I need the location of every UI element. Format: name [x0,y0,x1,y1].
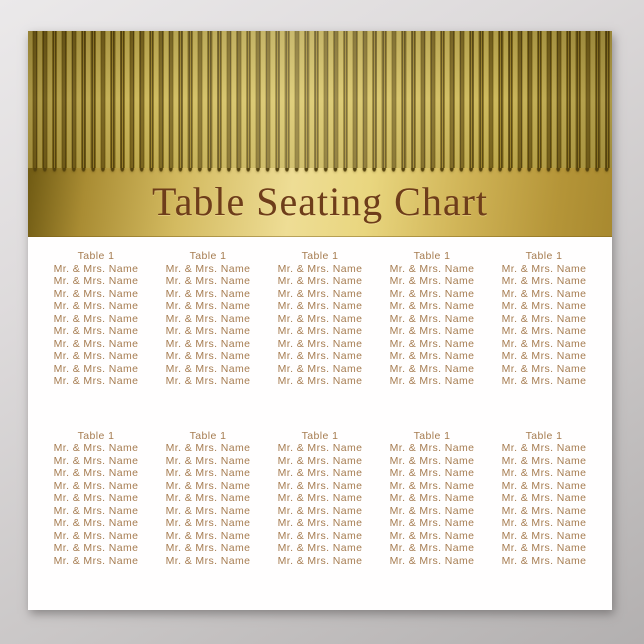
guest-name: Mr. & Mrs. Name [53,442,139,454]
guest-name: Mr. & Mrs. Name [389,454,475,467]
guest-name: Mr. & Mrs. Name [277,262,363,275]
table-group [152,250,264,388]
table-header: Table 1 [413,429,451,442]
guest-name: Mr. & Mrs. Name [165,529,251,542]
guest-name: Mr. & Mrs. Name [389,325,475,337]
guest-name: Mr. & Mrs. Name [53,287,139,300]
guest-name: Mr. & Mrs. Name [501,542,587,554]
stripe-fringe-tips [28,168,612,176]
guest-name: Mr. & Mrs. Name [53,454,139,467]
guest-name: Mr. & Mrs. Name [165,350,251,362]
table-header: Table 1 [77,429,115,442]
table-group [152,430,264,568]
title-banner [28,168,612,237]
guest-name: Mr. & Mrs. Name [277,337,363,350]
guest-name: Mr. & Mrs. Name [53,542,139,554]
guest-name: Mr. & Mrs. Name [389,375,475,387]
guest-name: Mr. & Mrs. Name [277,529,363,542]
guest-name: Mr. & Mrs. Name [389,312,475,325]
guest-name: Mr. & Mrs. Name [389,362,475,375]
guest-name: Mr. & Mrs. Name [277,454,363,467]
guest-name: Mr. & Mrs. Name [501,262,587,275]
guest-name: Mr. & Mrs. Name [53,350,139,362]
guest-name: Mr. & Mrs. Name [389,542,475,554]
guest-name: Mr. & Mrs. Name [389,442,475,454]
guest-name: Mr. & Mrs. Name [165,492,251,504]
table-group [40,430,152,568]
guest-name: Mr. & Mrs. Name [53,517,139,529]
guest-name: Mr. & Mrs. Name [165,362,251,375]
guest-name: Mr. & Mrs. Name [501,337,587,350]
guest-name: Mr. & Mrs. Name [389,350,475,362]
guest-name: Mr. & Mrs. Name [165,300,251,312]
guest-name: Mr. & Mrs. Name [277,375,363,387]
guest-name: Mr. & Mrs. Name [165,454,251,467]
guest-name: Mr. & Mrs. Name [165,467,251,479]
guest-name: Mr. & Mrs. Name [501,442,587,454]
table-header: Table 1 [525,250,563,262]
guest-name: Mr. & Mrs. Name [165,517,251,529]
guest-name: Mr. & Mrs. Name [277,325,363,337]
guest-name: Mr. & Mrs. Name [165,479,251,492]
guest-name: Mr. & Mrs. Name [53,375,139,387]
table-header: Table 1 [301,250,339,262]
guest-list [264,263,376,388]
guest-name: Mr. & Mrs. Name [165,287,251,300]
guest-name: Mr. & Mrs. Name [501,529,587,542]
guest-name: Mr. & Mrs. Name [501,312,587,325]
guest-name: Mr. & Mrs. Name [165,262,251,275]
guest-name: Mr. & Mrs. Name [53,492,139,504]
table-group [40,250,152,388]
guest-name: Mr. & Mrs. Name [389,492,475,504]
gold-stripes-pattern [28,31,612,168]
guest-name: Mr. & Mrs. Name [389,504,475,517]
seating-columns-area [28,237,612,567]
guest-name: Mr. & Mrs. Name [389,554,475,567]
table-header: Table 1 [525,429,563,442]
guest-name: Mr. & Mrs. Name [389,517,475,529]
table-group [264,430,376,568]
guest-name: Mr. & Mrs. Name [501,350,587,362]
guest-name: Mr. & Mrs. Name [277,479,363,492]
guest-name: Mr. & Mrs. Name [277,350,363,362]
guest-name: Mr. & Mrs. Name [389,467,475,479]
table-header: Table 1 [77,250,115,262]
guest-name: Mr. & Mrs. Name [277,554,363,567]
guest-name: Mr. & Mrs. Name [501,325,587,337]
guest-name: Mr. & Mrs. Name [165,442,251,454]
guest-name: Mr. & Mrs. Name [277,517,363,529]
table-group [376,250,488,388]
guest-name: Mr. & Mrs. Name [165,337,251,350]
guest-name: Mr. & Mrs. Name [53,275,139,287]
guest-name: Mr. & Mrs. Name [53,529,139,542]
guest-name: Mr. & Mrs. Name [165,504,251,517]
guest-list [264,442,376,567]
guest-list [376,263,488,388]
guest-name: Mr. & Mrs. Name [277,312,363,325]
guest-name: Mr. & Mrs. Name [501,375,587,387]
guest-name: Mr. & Mrs. Name [277,362,363,375]
table-group [264,250,376,388]
guest-name: Mr. & Mrs. Name [53,325,139,337]
guest-name: Mr. & Mrs. Name [53,337,139,350]
table-header: Table 1 [301,429,339,442]
guest-list [376,442,488,567]
guest-name: Mr. & Mrs. Name [53,467,139,479]
guest-name: Mr. & Mrs. Name [165,375,251,387]
guest-name: Mr. & Mrs. Name [277,504,363,517]
guest-name: Mr. & Mrs. Name [277,442,363,454]
tables-row-1 [40,250,600,388]
poster-title: Table Seating Chart [151,179,489,224]
guest-name: Mr. & Mrs. Name [501,554,587,567]
guest-name: Mr. & Mrs. Name [165,312,251,325]
tables-row-2 [40,430,600,568]
table-group [488,250,600,388]
guest-name: Mr. & Mrs. Name [53,504,139,517]
table-header: Table 1 [189,429,227,442]
guest-name: Mr. & Mrs. Name [53,362,139,375]
seating-chart-poster [28,31,612,610]
guest-name: Mr. & Mrs. Name [53,554,139,567]
guest-name: Mr. & Mrs. Name [277,287,363,300]
guest-name: Mr. & Mrs. Name [501,362,587,375]
guest-list [488,442,600,567]
guest-name: Mr. & Mrs. Name [389,529,475,542]
guest-name: Mr. & Mrs. Name [53,479,139,492]
guest-name: Mr. & Mrs. Name [501,492,587,504]
guest-name: Mr. & Mrs. Name [389,337,475,350]
guest-name: Mr. & Mrs. Name [165,275,251,287]
guest-name: Mr. & Mrs. Name [389,300,475,312]
guest-name: Mr. & Mrs. Name [165,542,251,554]
guest-name: Mr. & Mrs. Name [501,300,587,312]
guest-name: Mr. & Mrs. Name [389,479,475,492]
guest-name: Mr. & Mrs. Name [389,262,475,275]
guest-name: Mr. & Mrs. Name [501,454,587,467]
guest-name: Mr. & Mrs. Name [501,467,587,479]
guest-list [40,263,152,388]
guest-name: Mr. & Mrs. Name [53,312,139,325]
guest-name: Mr. & Mrs. Name [53,262,139,275]
guest-name: Mr. & Mrs. Name [389,287,475,300]
guest-list [488,263,600,388]
table-header: Table 1 [189,250,227,262]
guest-name: Mr. & Mrs. Name [277,467,363,479]
guest-name: Mr. & Mrs. Name [53,300,139,312]
guest-name: Mr. & Mrs. Name [389,275,475,287]
guest-name: Mr. & Mrs. Name [501,504,587,517]
table-group [376,430,488,568]
guest-list [40,442,152,567]
guest-name: Mr. & Mrs. Name [501,275,587,287]
guest-name: Mr. & Mrs. Name [277,275,363,287]
guest-list [152,442,264,567]
table-header: Table 1 [413,250,451,262]
table-group [488,430,600,568]
guest-name: Mr. & Mrs. Name [501,479,587,492]
guest-name: Mr. & Mrs. Name [277,492,363,504]
guest-name: Mr. & Mrs. Name [501,287,587,300]
guest-list [152,263,264,388]
guest-name: Mr. & Mrs. Name [501,517,587,529]
guest-name: Mr. & Mrs. Name [277,542,363,554]
guest-name: Mr. & Mrs. Name [165,554,251,567]
guest-name: Mr. & Mrs. Name [277,300,363,312]
guest-name: Mr. & Mrs. Name [165,325,251,337]
